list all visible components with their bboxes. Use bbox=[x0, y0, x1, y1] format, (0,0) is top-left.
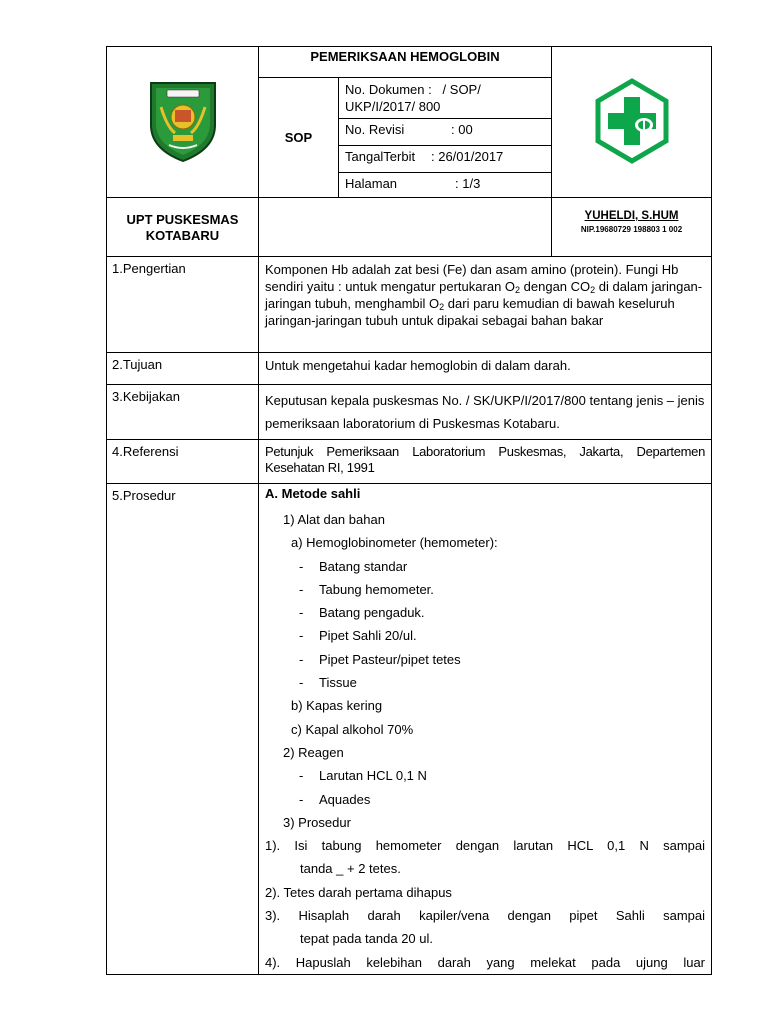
signer-name: YUHELDI, S.HUM bbox=[584, 210, 679, 222]
list-item: - Tissue bbox=[299, 675, 357, 691]
signature-cell bbox=[552, 198, 712, 257]
puskesmas-logo-icon bbox=[592, 77, 672, 165]
referensi-text: Petunjuk Pemeriksaan Laboratorium Puskesmas, Jakarta, Departemen Kesehatan RI, 1991 bbox=[259, 440, 712, 484]
pengertian-part2: dengan CO bbox=[520, 279, 591, 294]
prosedur-label: 5.Prosedur bbox=[107, 484, 259, 975]
puskesmas-logo-cell bbox=[552, 47, 712, 198]
list-item: - Tabung hemometer. bbox=[299, 581, 434, 597]
kebijakan-text: Keputusan kepala puskesmas No. / SK/UKP/I/2017/800 tentang jenis – jenis pemeriksaan laboratorium di Puskesmas Kotabaru. bbox=[259, 385, 712, 440]
date-label: TangalTerbit bbox=[345, 149, 416, 164]
revision-label: No. Revisi bbox=[345, 122, 405, 137]
sop-table bbox=[106, 46, 712, 975]
organization-cell bbox=[107, 198, 259, 257]
page-label: Halaman bbox=[345, 176, 398, 191]
step-1: 1). Isi tabung hemometer dengan larutan HCL 0,1 N sampai bbox=[265, 838, 706, 854]
doc-number-label: No. Dokumen : bbox=[345, 82, 432, 97]
doc-number-value: / SOP/ UKP/I/2017/ 800 bbox=[345, 82, 481, 114]
reagen-heading: 2) Reagen bbox=[283, 744, 344, 760]
subscript: 2 bbox=[590, 285, 596, 295]
pengertian-part3: di dalam jaringan-jaringan tubuh, menghambil O bbox=[265, 279, 703, 311]
pengertian-label: 1.Pengertian bbox=[107, 257, 259, 353]
pengertian-text bbox=[259, 257, 712, 353]
step-3: 3). Hisaplah darah kapiler/vena dengan pipet Sahli sampai bbox=[265, 908, 706, 924]
organization-line1: UPT PUSKESMAS bbox=[126, 212, 239, 227]
page-cell bbox=[339, 173, 552, 198]
subscript: 2 bbox=[515, 285, 521, 295]
step-4: 4). Hapuslah kelebihan darah yang melekat pada ujung luar bbox=[265, 954, 706, 970]
list-item: - Batang pengaduk. bbox=[299, 605, 425, 621]
tujuan-label: 2.Tujuan bbox=[107, 353, 259, 385]
document-title: PEMERIKSAAN HEMOGLOBIN bbox=[259, 47, 552, 78]
step-3-continued: tepat pada tanda 20 ul. bbox=[300, 931, 434, 947]
alkohol-item: c) Kapal alkohol 70% bbox=[291, 721, 414, 737]
date-value: : 26/01/2017 bbox=[431, 149, 504, 164]
hemometer-item: a) Hemoglobinometer (hemometer): bbox=[291, 535, 498, 551]
pengertian-part1: Komponen Hb adalah zat besi (Fe) dan asam amino (protein). Fungi Hb sendiri yaitu : untuk mengatur pertukaran O bbox=[265, 262, 679, 294]
regency-crest-icon bbox=[147, 77, 219, 165]
signer-nip: NIP.19680729 198803 1 002 bbox=[580, 225, 683, 234]
regency-logo-cell bbox=[107, 47, 259, 198]
list-item: - Batang standar bbox=[299, 558, 408, 574]
list-item: - Larutan HCL 0,1 N bbox=[299, 768, 427, 784]
revision-value: : 00 bbox=[451, 122, 473, 137]
subscript: 2 bbox=[439, 302, 445, 312]
revision-cell bbox=[339, 119, 552, 146]
tujuan-text: Untuk mengetahui kadar hemoglobin di dalam darah. bbox=[259, 353, 712, 385]
prosedur-content bbox=[259, 484, 712, 975]
prosedur-heading: 3) Prosedur bbox=[283, 814, 351, 830]
step-2: 2). Tetes darah pertama dihapus bbox=[265, 884, 452, 900]
method-heading: A. Metode sahli bbox=[265, 486, 361, 501]
kapas-item: b) Kapas kering bbox=[291, 698, 383, 714]
pengertian-part4: dari paru kemudian di bawah keseluruh jaringan-jaringan tubuh untuk dipakai sebagai bahan bakar bbox=[265, 296, 675, 328]
organization-line2: KOTABARU bbox=[145, 228, 220, 243]
list-item: - Aquades bbox=[299, 791, 371, 807]
page-value: : 1/3 bbox=[455, 176, 481, 191]
blank-signature-area bbox=[259, 198, 552, 257]
alat-heading: 1) Alat dan bahan bbox=[283, 512, 385, 527]
doc-number-cell bbox=[339, 78, 552, 119]
sop-label: SOP bbox=[259, 78, 339, 198]
step-1-continued: tanda _ + 2 tetes. bbox=[300, 861, 401, 877]
list-item: - Pipet Sahli 20/ul. bbox=[299, 628, 417, 644]
referensi-label: 4.Referensi bbox=[107, 440, 259, 484]
list-item: - Pipet Pasteur/pipet tetes bbox=[299, 651, 461, 667]
date-cell bbox=[339, 146, 552, 173]
kebijakan-label: 3.Kebijakan bbox=[107, 385, 259, 440]
